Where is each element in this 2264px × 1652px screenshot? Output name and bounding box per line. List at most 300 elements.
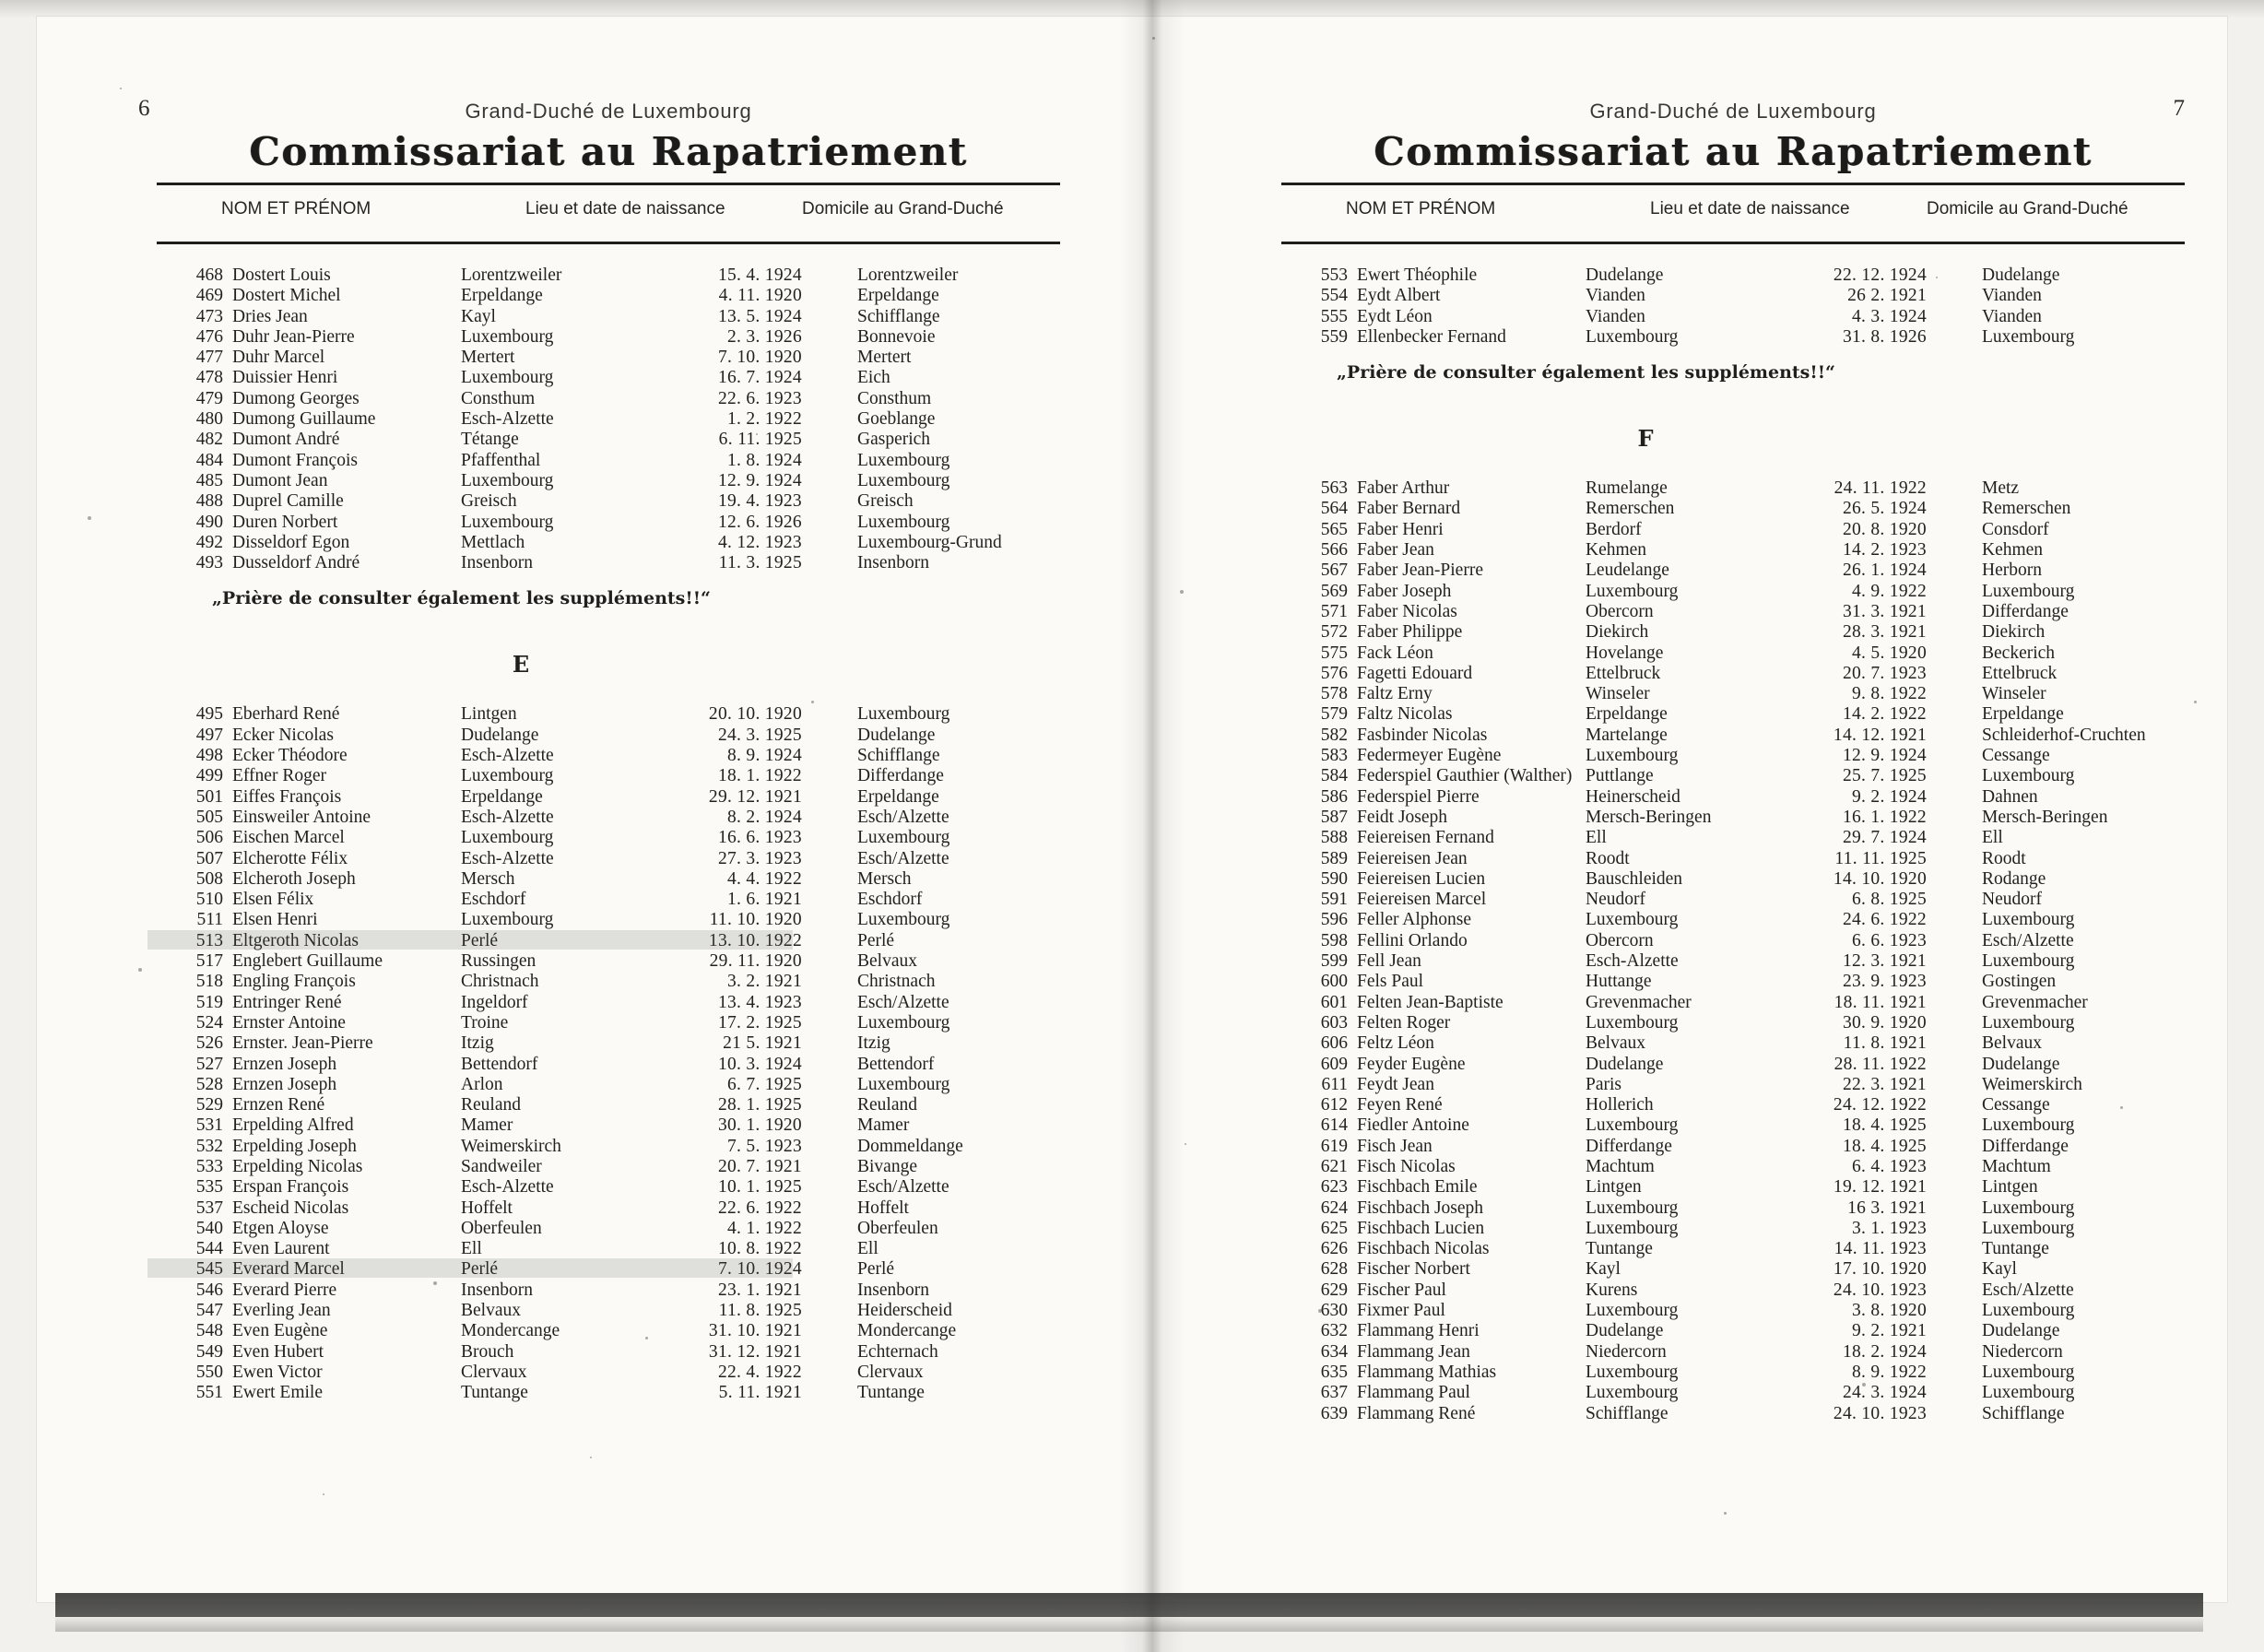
- row-birth-date: 19. 4. 1923: [717, 491, 802, 512]
- row-number: 537: [195, 1198, 223, 1218]
- row-number: 559: [1320, 326, 1348, 347]
- row-name: Fack Léon: [1357, 643, 1433, 663]
- row-number: 588: [1320, 828, 1348, 848]
- row-birth-date: 24. 3. 1925: [717, 725, 802, 745]
- table-row: [1281, 684, 2203, 704]
- row-birth-date: 14. 10. 1920: [1833, 868, 1927, 889]
- table-row: [157, 951, 1079, 972]
- row-name: Etgen Aloyse: [232, 1218, 329, 1238]
- row-birth-date: 13. 4. 1923: [717, 992, 802, 1012]
- row-number: 510: [195, 890, 223, 910]
- row-name: Ecker Théodore: [232, 746, 348, 766]
- row-name: Escheid Nicolas: [232, 1198, 349, 1218]
- row-birth-place: Greisch: [461, 491, 517, 512]
- row-birth-place: Tétange: [461, 430, 519, 450]
- row-number: 517: [195, 951, 223, 972]
- row-name: Duhr Marcel: [232, 348, 325, 368]
- row-name: Duhr Jean-Pierre: [232, 326, 355, 347]
- row-birth-place: Vianden: [1586, 286, 1645, 306]
- row-birth-date: 11. 8. 1921: [1843, 1033, 1927, 1054]
- row-number: 550: [195, 1362, 223, 1382]
- row-name: Effner Roger: [232, 766, 326, 786]
- row-birth-date: 18. 2. 1924: [1842, 1341, 1927, 1362]
- row-birth-place: Luxembourg: [1586, 746, 1679, 766]
- row-domicile: Luxembourg: [857, 704, 950, 725]
- row-birth-date: 9. 8. 1922: [1852, 684, 1927, 704]
- table-row: [1281, 1404, 2203, 1424]
- row-birth-place: Sandweiler: [461, 1156, 542, 1176]
- row-birth-date: 31. 3. 1921: [1842, 601, 1927, 621]
- row-birth-date: 19. 12. 1921: [1833, 1177, 1927, 1198]
- row-birth-place: Dudelange: [461, 725, 539, 745]
- row-name: Fels Paul: [1357, 972, 1424, 992]
- row-name: Faber Arthur: [1357, 478, 1450, 499]
- row-birth-place: Luxembourg: [1586, 1218, 1679, 1238]
- row-number: 567: [1320, 560, 1348, 581]
- table-row: [1281, 307, 2203, 327]
- row-domicile: Ell: [857, 1239, 878, 1259]
- row-name: Erpelding Joseph: [232, 1136, 357, 1156]
- row-name: Faber Joseph: [1357, 581, 1452, 601]
- table-row: [157, 553, 1079, 573]
- table-row: [157, 1095, 1079, 1115]
- row-number: 606: [1320, 1033, 1348, 1054]
- table-row: [157, 1363, 1079, 1383]
- header-title-right: Commissariat au Rapatriement: [1374, 129, 2093, 174]
- row-number: 563: [1320, 478, 1348, 499]
- table-row: [1281, 931, 2203, 951]
- row-birth-place: Leudelange: [1586, 560, 1669, 581]
- row-name: Fiedler Antoine: [1357, 1115, 1469, 1136]
- row-domicile: Rodange: [1982, 868, 2046, 889]
- row-birth-date: 25. 7. 1925: [1842, 766, 1927, 786]
- table-row: [1281, 478, 2203, 499]
- row-number: 578: [1320, 684, 1348, 704]
- column-header-birth: Lieu et date de naissance: [1650, 199, 1850, 218]
- row-number: 554: [1320, 286, 1348, 306]
- row-birth-date: 24. 3. 1924: [1842, 1383, 1927, 1403]
- row-birth-place: Mondercange: [461, 1321, 560, 1341]
- table-row: [1281, 1075, 2203, 1095]
- row-birth-place: Obercorn: [1586, 930, 1654, 950]
- row-birth-date: 22. 6. 1923: [717, 388, 802, 408]
- row-birth-place: Roodt: [1586, 848, 1630, 868]
- row-name: Faber Bernard: [1357, 499, 1461, 519]
- row-number: 589: [1320, 848, 1348, 868]
- row-number: 469: [195, 286, 223, 306]
- row-name: Feiereisen Fernand: [1357, 828, 1494, 848]
- row-domicile: Tuntange: [1982, 1239, 2049, 1259]
- row-name: Elsen Henri: [232, 910, 318, 930]
- table-row: [157, 1157, 1079, 1177]
- row-domicile: Luxembourg: [1982, 1362, 2075, 1382]
- row-number: 545: [195, 1259, 223, 1280]
- row-birth-date: 22. 3. 1921: [1842, 1074, 1927, 1094]
- table-row: [157, 451, 1079, 471]
- page-right: [1189, 0, 2264, 1652]
- table-row: [157, 286, 1079, 306]
- column-header-domicile: Domicile au Grand-Duché: [1927, 199, 2128, 218]
- row-birth-place: Kayl: [461, 306, 496, 326]
- row-domicile: Dudelange: [857, 725, 936, 745]
- row-domicile: Differdange: [857, 766, 944, 786]
- row-number: 601: [1320, 992, 1348, 1012]
- row-birth-place: Consthum: [461, 388, 536, 408]
- row-birth-place: Esch-Alzette: [1586, 951, 1679, 972]
- row-birth-place: Kayl: [1586, 1259, 1621, 1280]
- row-name: Eberhard René: [232, 704, 340, 725]
- row-name: Fischer Norbert: [1357, 1259, 1470, 1280]
- table-row: [157, 327, 1079, 348]
- row-domicile: Differdange: [1982, 601, 2069, 621]
- table-row: [1281, 499, 2203, 519]
- row-domicile: Clervaux: [857, 1362, 924, 1382]
- row-domicile: Gostingen: [1982, 972, 2057, 992]
- row-domicile: Eschdorf: [857, 890, 923, 910]
- row-name: Dumong Guillaume: [232, 409, 376, 430]
- table-row: [157, 1137, 1079, 1157]
- table-row: [157, 931, 1079, 951]
- row-name: Engling François: [232, 972, 356, 992]
- row-domicile: Oberfeulen: [857, 1218, 938, 1238]
- row-number: 526: [195, 1033, 223, 1054]
- row-domicile: Cessange: [1982, 1095, 2050, 1115]
- row-domicile: Metz: [1982, 478, 2020, 499]
- row-name: Feyen René: [1357, 1095, 1443, 1115]
- row-number: 571: [1320, 601, 1348, 621]
- row-birth-place: Differdange: [1586, 1136, 1672, 1156]
- row-birth-date: 11. 3. 1925: [718, 553, 802, 573]
- row-birth-date: 18. 11. 1921: [1834, 992, 1927, 1012]
- table-row: [157, 869, 1079, 890]
- row-domicile: Insenborn: [857, 553, 929, 573]
- row-name: Federmeyer Eugène: [1357, 746, 1502, 766]
- row-birth-date: 29. 12. 1921: [708, 786, 802, 807]
- row-domicile: Goeblange: [857, 409, 936, 430]
- row-number: 476: [195, 326, 223, 347]
- row-domicile: Luxembourg: [1982, 581, 2075, 601]
- row-domicile: Luxembourg: [1982, 951, 2075, 972]
- row-number: 584: [1320, 766, 1348, 786]
- row-birth-date: 1. 8. 1924: [727, 450, 802, 470]
- row-domicile: Remerschen: [1982, 499, 2071, 519]
- row-birth-date: 1. 2. 1922: [727, 409, 802, 430]
- row-birth-place: Reuland: [461, 1095, 521, 1115]
- row-number: 623: [1320, 1177, 1348, 1198]
- table-row: [157, 726, 1079, 746]
- row-birth-date: 24. 11. 1922: [1834, 478, 1927, 499]
- row-name: Elcherotte Félix: [232, 848, 348, 868]
- row-name: Flammang Henri: [1357, 1321, 1480, 1341]
- row-birth-place: Luxembourg: [1586, 1362, 1679, 1382]
- table-row: [1281, 664, 2203, 684]
- row-birth-place: Dudelange: [1586, 1321, 1664, 1341]
- table-row: [157, 1259, 1079, 1280]
- table-row: [1281, 849, 2203, 869]
- table-row: [157, 1033, 1079, 1054]
- row-name: Elsen Félix: [232, 890, 314, 910]
- row-birth-place: Belvaux: [1586, 1033, 1645, 1054]
- row-name: Feller Alphonse: [1357, 910, 1472, 930]
- row-number: 505: [195, 807, 223, 827]
- row-number: 553: [1320, 266, 1348, 285]
- table-body-left: [157, 266, 1079, 1404]
- row-name: Faber Jean-Pierre: [1357, 560, 1483, 581]
- row-name: Fischbach Emile: [1357, 1177, 1478, 1198]
- row-domicile: Luxembourg: [857, 910, 950, 930]
- row-birth-place: Mamer: [461, 1115, 513, 1136]
- row-number: 527: [195, 1054, 223, 1074]
- row-birth-place: Luxembourg: [461, 470, 554, 490]
- row-birth-place: Arlon: [461, 1074, 503, 1094]
- row-birth-date: 6. 4. 1923: [1852, 1156, 1927, 1176]
- row-domicile: Luxembourg: [857, 512, 950, 532]
- row-name: Even Laurent: [232, 1239, 330, 1259]
- row-domicile: Machtum: [1982, 1156, 2051, 1176]
- row-number: 600: [1320, 972, 1348, 992]
- row-name: Fisch Nicolas: [1357, 1156, 1456, 1176]
- row-birth-place: Lorentzweiler: [461, 266, 562, 285]
- table-row: [1281, 1321, 2203, 1341]
- table-row: [1281, 1342, 2203, 1363]
- row-birth-date: 23. 9. 1923: [1842, 972, 1927, 992]
- row-birth-place: Lintgen: [1586, 1177, 1642, 1198]
- row-number: 501: [195, 786, 223, 807]
- row-domicile: Dommeldange: [857, 1136, 963, 1156]
- row-name: Eltgeroth Nicolas: [232, 930, 360, 950]
- row-birth-date: 13. 10. 1922: [708, 930, 802, 950]
- table-row: [1281, 286, 2203, 306]
- row-number: 549: [195, 1341, 223, 1362]
- row-domicile: Vianden: [1982, 286, 2042, 306]
- row-birth-date: 30. 9. 1920: [1842, 1012, 1927, 1032]
- row-domicile: Roodt: [1982, 848, 2026, 868]
- masthead-right: [1189, 100, 2264, 174]
- row-birth-date: 9. 2. 1924: [1852, 786, 1927, 807]
- row-domicile: Dudelange: [1982, 1054, 2060, 1074]
- table-row: [157, 890, 1079, 910]
- row-birth-place: Ell: [461, 1239, 482, 1259]
- row-number: 495: [195, 704, 223, 725]
- table-row: [1281, 327, 2203, 348]
- row-birth-date: 20. 8. 1920: [1842, 519, 1927, 539]
- row-domicile: Insenborn: [857, 1280, 929, 1300]
- row-domicile: Cessange: [1982, 746, 2050, 766]
- row-number: 587: [1320, 807, 1348, 827]
- row-number: 473: [195, 306, 223, 326]
- row-domicile: Bonnevoie: [857, 326, 936, 347]
- row-birth-place: Tuntange: [1586, 1239, 1653, 1259]
- row-domicile: Bivange: [857, 1156, 917, 1176]
- table-body-right: [1281, 266, 2203, 1424]
- row-domicile: Luxembourg: [857, 1074, 950, 1094]
- row-birth-date: 26 2. 1921: [1847, 286, 1927, 306]
- table-row: [1281, 1219, 2203, 1239]
- row-birth-date: 22. 6. 1922: [717, 1198, 802, 1218]
- table-row: [157, 1342, 1079, 1363]
- row-domicile: Grevenmacher: [1982, 992, 2088, 1012]
- row-birth-place: Perlé: [461, 930, 499, 950]
- row-birth-date: 11. 10. 1920: [709, 910, 802, 930]
- row-number: 498: [195, 746, 223, 766]
- row-domicile: Consthum: [857, 388, 932, 408]
- row-number: 625: [1320, 1218, 1348, 1238]
- row-domicile: Luxembourg: [1982, 1301, 2075, 1321]
- row-birth-place: Esch-Alzette: [461, 1177, 554, 1198]
- row-birth-date: 14. 2. 1922: [1842, 704, 1927, 725]
- row-domicile: Perlé: [857, 1259, 895, 1280]
- row-birth-date: 14. 12. 1921: [1833, 725, 1927, 745]
- column-headers-left: [157, 199, 1060, 236]
- row-number: 531: [195, 1115, 223, 1136]
- row-birth-date: 4. 3. 1924: [1852, 306, 1927, 326]
- row-number: 493: [195, 553, 223, 573]
- row-number: 488: [195, 491, 223, 512]
- row-name: Eydt Albert: [1357, 286, 1441, 306]
- column-header-name: NOM ET PRÉNOM: [221, 199, 371, 218]
- table-row: [1281, 602, 2203, 622]
- row-number: 626: [1320, 1239, 1348, 1259]
- row-name: Fagetti Edouard: [1357, 663, 1473, 683]
- row-name: Ernzen Joseph: [232, 1074, 337, 1094]
- row-name: Elcheroth Joseph: [232, 868, 356, 889]
- row-domicile: Gasperich: [857, 430, 931, 450]
- row-birth-place: Mersch: [461, 868, 515, 889]
- row-domicile: Niedercorn: [1982, 1341, 2063, 1362]
- row-domicile: Esch/Alzette: [1982, 930, 2074, 950]
- row-birth-place: Ingeldorf: [461, 992, 528, 1012]
- row-name: Everling Jean: [232, 1301, 331, 1321]
- row-birth-date: 16. 6. 1923: [717, 828, 802, 848]
- row-name: Eydt Léon: [1357, 306, 1433, 326]
- row-birth-date: 6. 11. 1925: [718, 430, 802, 450]
- row-number: 628: [1320, 1259, 1348, 1280]
- row-domicile: Esch/Alzette: [857, 807, 949, 827]
- row-number: 468: [195, 266, 223, 285]
- row-birth-place: Luxembourg: [1586, 326, 1679, 347]
- table-row: [1281, 582, 2203, 602]
- row-number: 586: [1320, 786, 1348, 807]
- row-birth-place: Itzig: [461, 1033, 494, 1054]
- table-row: [157, 307, 1079, 327]
- row-birth-date: 3. 8. 1920: [1852, 1301, 1927, 1321]
- table-row: [157, 1055, 1079, 1075]
- table-row: [1281, 1363, 2203, 1383]
- row-birth-place: Obercorn: [1586, 601, 1654, 621]
- row-birth-date: 20. 7. 1921: [717, 1156, 802, 1176]
- row-birth-place: Luxembourg: [1586, 1115, 1679, 1136]
- table-rule-top-left: [157, 183, 1060, 185]
- row-birth-date: 14. 2. 1923: [1842, 540, 1927, 560]
- table-row: [157, 1115, 1079, 1136]
- row-name: Federspiel Gauthier (Walther): [1357, 766, 1573, 786]
- row-number: 611: [1321, 1074, 1348, 1094]
- row-name: Dumong Georges: [232, 388, 360, 408]
- table-row: [1281, 1280, 2203, 1301]
- row-name: Fischbach Nicolas: [1357, 1239, 1490, 1259]
- row-birth-date: 16. 7. 1924: [717, 368, 802, 388]
- row-birth-date: 30. 1. 1920: [717, 1115, 802, 1136]
- row-number: 579: [1320, 704, 1348, 725]
- row-name: Fixmer Paul: [1357, 1301, 1445, 1321]
- row-birth-place: Erpeldange: [461, 286, 543, 306]
- row-domicile: Luxembourg: [1982, 1115, 2075, 1136]
- row-birth-place: Martelange: [1586, 725, 1668, 745]
- row-domicile: Luxembourg: [857, 1012, 950, 1032]
- column-header-domicile: Domicile au Grand-Duché: [802, 199, 1004, 218]
- row-birth-place: Ettelbruck: [1586, 663, 1661, 683]
- row-number: 572: [1320, 622, 1348, 643]
- table-row: [1281, 704, 2203, 725]
- row-domicile: Herborn: [1982, 560, 2042, 581]
- table-row: [157, 409, 1079, 430]
- table-row: [1281, 808, 2203, 828]
- row-number: 591: [1320, 890, 1348, 910]
- row-name: Feiereisen Lucien: [1357, 868, 1486, 889]
- row-birth-date: 27. 3. 1923: [717, 848, 802, 868]
- row-number: 624: [1320, 1198, 1348, 1218]
- row-name: Ernster Antoine: [232, 1012, 346, 1032]
- row-domicile: Luxembourg: [1982, 910, 2075, 930]
- row-birth-place: Weimerskirch: [461, 1136, 561, 1156]
- table-row: [157, 471, 1079, 491]
- row-name: Ernzen René: [232, 1095, 325, 1115]
- row-birth-date: 22. 12. 1924: [1833, 266, 1927, 285]
- row-number: 614: [1320, 1115, 1348, 1136]
- row-birth-place: Bettendorf: [461, 1054, 538, 1074]
- table-rule-bottom-right: [1281, 242, 2185, 244]
- table-row: [1281, 1383, 2203, 1403]
- row-birth-place: Christnach: [461, 972, 539, 992]
- row-domicile: Luxembourg: [857, 450, 950, 470]
- row-name: Flammang Mathias: [1357, 1362, 1497, 1382]
- table-row: [157, 972, 1079, 992]
- row-name: Feydt Jean: [1357, 1074, 1434, 1094]
- row-number: 519: [195, 992, 223, 1012]
- row-birth-date: 12. 9. 1924: [717, 470, 802, 490]
- row-domicile: Lorentzweiler: [857, 266, 959, 285]
- row-number: 484: [195, 450, 223, 470]
- row-birth-place: Russingen: [461, 951, 537, 972]
- table-row: [157, 1383, 1079, 1403]
- row-domicile: Mersch: [857, 868, 912, 889]
- row-domicile: Echternach: [857, 1341, 938, 1362]
- row-birth-place: Luxembourg: [1586, 1383, 1679, 1403]
- row-name: Feiereisen Marcel: [1357, 890, 1487, 910]
- row-birth-place: Esch-Alzette: [461, 848, 554, 868]
- row-domicile: Luxembourg: [857, 470, 950, 490]
- row-name: Ernzen Joseph: [232, 1054, 337, 1074]
- row-name: Federspiel Pierre: [1357, 786, 1480, 807]
- table-row: [1281, 1095, 2203, 1115]
- row-domicile: Kayl: [1982, 1259, 2017, 1280]
- row-number: 639: [1320, 1403, 1348, 1423]
- row-domicile: Ell: [1982, 828, 2003, 848]
- table-row: [1281, 1033, 2203, 1054]
- table-row: [157, 389, 1079, 409]
- row-domicile: Mondercange: [857, 1321, 957, 1341]
- row-birth-date: 24. 12. 1922: [1833, 1095, 1927, 1115]
- row-birth-date: 16. 1. 1922: [1842, 807, 1927, 827]
- table-row: [157, 704, 1079, 725]
- table-row: [157, 1075, 1079, 1095]
- table-row: [1281, 643, 2203, 664]
- table-row: [157, 787, 1079, 808]
- table-row: [157, 513, 1079, 533]
- row-birth-date: 4. 11. 1920: [718, 286, 802, 306]
- row-number: 540: [195, 1218, 223, 1238]
- row-number: 532: [195, 1136, 223, 1156]
